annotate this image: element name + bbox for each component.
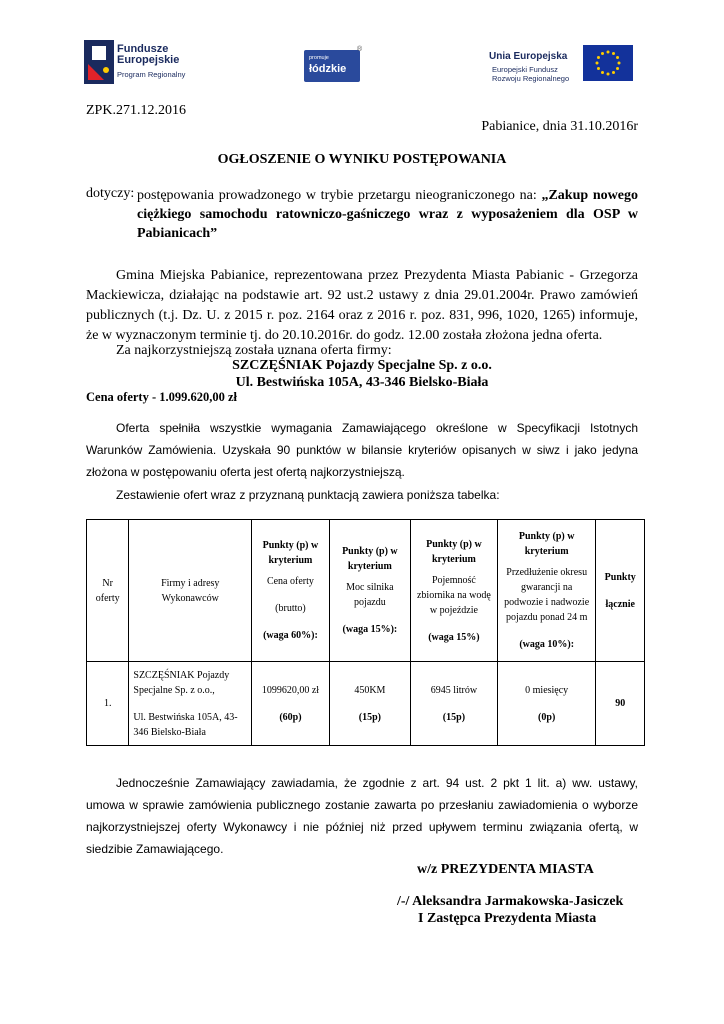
header-criterion-warranty [497, 520, 596, 662]
row-c2-points: (15p) [358, 711, 381, 723]
c2-name: Moc silnika pojazdu [346, 582, 394, 608]
c2-title: Punkty (p) w kryterium [342, 546, 398, 572]
row-c3-points: (15p) [442, 711, 466, 723]
row-firm-line1: SZCZĘŚNIAK Pojazdy Specjalne Sp. z o.o., [133, 669, 230, 696]
reference-number: ZPK.271.12.2016 [86, 103, 186, 118]
c4-weight: (waga 10%): [519, 639, 575, 650]
eu-flag-icon [583, 45, 633, 81]
c1-note: (brutto) [275, 603, 306, 614]
row-c4 [497, 662, 596, 746]
c3-name: Pojemność zbiornika na wodę w pojeździe [416, 574, 491, 616]
registered-mark: ® [357, 46, 363, 53]
c1-weight: (waga 60%): [263, 630, 318, 641]
header-total [596, 520, 645, 662]
table-header-row [87, 520, 645, 662]
paragraph-3: Jednocześnie Zamawiający zawiadamia, że zgodnie z art. 94 ust. 2 pkt 1 lit. a) ww. ustawy, umowa w sprawie zamówienia publicznego zostanie zawarta po przesłaniu zawiadomienia o wyborze najkorzystniejszej oferty Wykonawcy i nie później niż przed upływem terminu związania ofertą, w siedzibie Zamawiającego. [86, 776, 638, 856]
c2-weight: (waga 15%): [342, 624, 398, 635]
eu-flag-field [583, 45, 633, 81]
total-l1: Punkty [604, 571, 636, 583]
ue-logo-subtitle [492, 65, 569, 83]
concerns-subject: „Zakup nowego ciężkiego samochodu ratowniczo-gaśniczego wraz z wyposażeniem dla OSP w Pabianicach” [137, 188, 638, 241]
lodzkie-logo-small: promuje [309, 55, 329, 61]
row-c4-points: (0p) [538, 711, 556, 723]
eu-star [616, 67, 619, 70]
eu-star [607, 51, 610, 54]
concerns-label: dotyczy: [86, 186, 135, 201]
logo-star-yellow [103, 67, 109, 73]
eu-star [612, 52, 615, 55]
fe-logo-line2: Europejskie [117, 54, 180, 66]
eu-star [618, 62, 621, 65]
offer-price: Cena oferty - 1.099.620,00 zł [86, 390, 238, 404]
c3-title: Punkty (p) w kryterium [426, 538, 482, 565]
paragraph-1: Gmina Miejska Pabianice, reprezentowana przez Prezydenta Miasta Pabianic - Grzegorza Mackiewicza, działając na podstawie art. 92 ust.2 ustawy z dnia 29.01.2004r. Prawo zamówień publicznych (t.j. Dz. U. z 2015 r. poz. 2164 oraz z 2016 r. poz. 831, 996, 1020, 1265) informuje, że w wyznaczonym terminie tj. do 20.10.2016r. do godz. 12.00 została złożona jedna oferta. [86, 268, 638, 343]
winner-address: Ul. Bestwińska 105A, 43-346 Bielsko-Biała [235, 375, 489, 390]
row-c1-points: (60p) [279, 711, 302, 723]
header-criterion-tank [410, 520, 497, 662]
signature-title: I Zastępca Prezydenta Miasta [418, 911, 597, 926]
fe-logo-title [117, 44, 179, 66]
total-l2: łącznie [605, 598, 635, 610]
eu-star [601, 52, 604, 55]
signature-line-1: w/z PREZYDENTA MIASTA [417, 862, 594, 877]
row-c1-value: 1099620,00 zł [261, 684, 320, 696]
row-c3-value: 6945 litrów [430, 684, 478, 696]
row-c2 [329, 662, 410, 746]
table-row [87, 662, 645, 746]
header-criterion-price [252, 520, 330, 662]
row-c4-value: 0 miesięcy [525, 684, 569, 696]
row-c3 [410, 662, 497, 746]
row-firm [129, 662, 252, 746]
summary-intro: Zestawienie ofert wraz z przyznaną punktacją zawiera poniższa tabelka: [116, 488, 500, 502]
header-nr: Nr oferty [87, 520, 129, 662]
fe-logo-line1: Fundusze [117, 43, 169, 55]
eu-star [612, 71, 615, 74]
ue-logo-sub1: Europejski Fundusz [492, 65, 558, 74]
c1-name: Cena oferty [266, 576, 314, 587]
eu-star [601, 71, 604, 74]
best-offer-intro: Za najkorzystniejszą została uznana oferta firmy: [116, 343, 392, 358]
concerns-text [137, 186, 638, 243]
row-total: 90 [596, 662, 645, 746]
logo-square-white [92, 46, 106, 60]
concerns-intro: postępowania prowadzonego w trybie przetargu nieograniczonego na: [137, 188, 537, 203]
eu-star [607, 73, 610, 76]
offers-table [86, 519, 645, 746]
signature-name: /-/ Aleksandra Jarmakowska-Jasiczek [397, 894, 624, 909]
eu-star [596, 62, 599, 65]
fe-logo-subtitle: Program Regionalny [117, 70, 186, 79]
ue-logo-title: Unia Europejska [489, 51, 568, 62]
c3-weight: (waga 15%) [428, 631, 480, 643]
row-c1 [252, 662, 330, 746]
winner-name: SZCZĘŚNIAK Pojazdy Specjalne Sp. z o.o. [232, 358, 492, 373]
c1-title: Punkty (p) w kryterium [262, 540, 319, 566]
row-firm-line2: Ul. Bestwińska 105A, 43-346 Bielsko-Biała [133, 711, 238, 738]
lodzkie-logo-big: łódzkie [309, 63, 347, 75]
eu-star [597, 67, 600, 70]
eu-star [616, 56, 619, 59]
header-firm: Firmy i adresy Wykonawców [129, 520, 252, 662]
eu-star [597, 56, 600, 59]
c4-name: Przedłużenie okresu gwarancji na podwozie i nadwozie pojazdu ponad 24 m [504, 567, 590, 623]
ue-logo-sub2: Rozwoju Regionalnego [492, 74, 570, 83]
row-c2-value: 450KM [354, 684, 386, 696]
paragraph-2: Oferta spełniła wszystkie wymagania Zamawiającego określone w Specyfikacji Istotnych Warunków Zamówienia. Uzyskała 90 punktów w bilansie kryteriów opisanych w siwz i jako jedyna złożona w postępowaniu oferta jest ofertą najkorzystniejszą. [86, 421, 638, 479]
row-nr: 1. [87, 662, 129, 746]
document-heading: OGŁOSZENIE O WYNIKU POSTĘPOWANIA [217, 152, 507, 167]
place-date: Pabianice, dnia 31.10.2016r [481, 119, 638, 134]
header-criterion-power [329, 520, 410, 662]
c4-title: Punkty (p) w kryterium [518, 531, 575, 557]
